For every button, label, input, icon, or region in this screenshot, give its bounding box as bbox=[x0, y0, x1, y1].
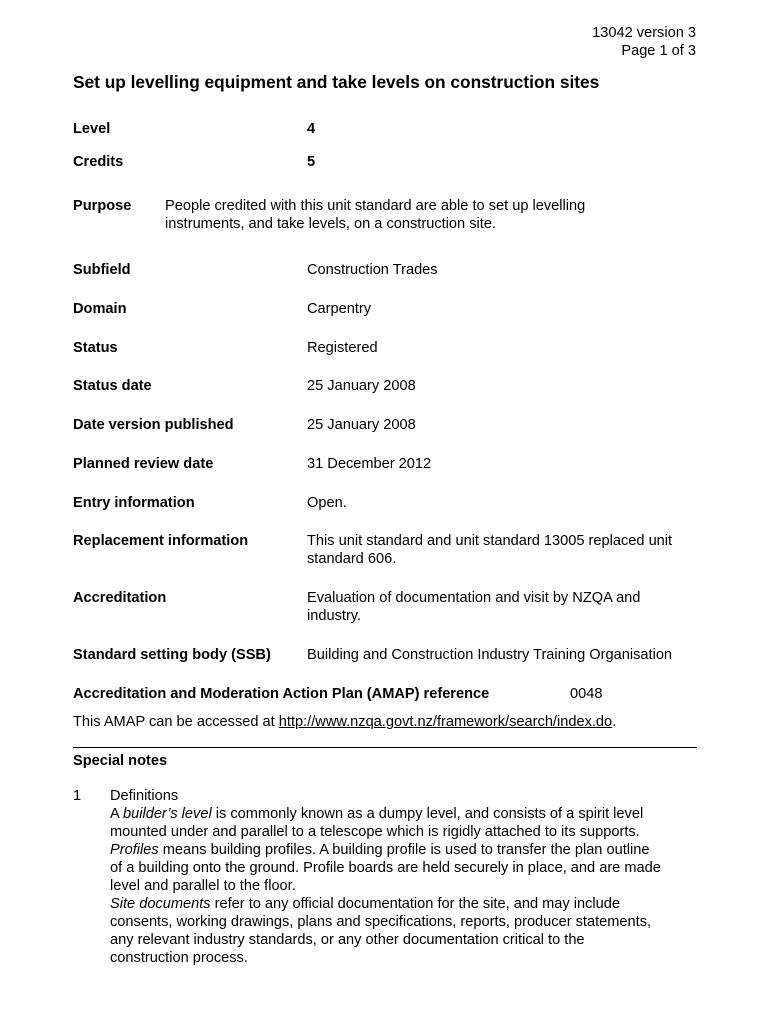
section-divider bbox=[73, 747, 697, 748]
replacement-information-value-line-2: standard 606. bbox=[307, 551, 397, 567]
definition-line-2: mounted under and parallel to a telescope which is rigidly attached to its supports. bbox=[110, 824, 640, 840]
special-notes-heading: Special notes bbox=[73, 753, 168, 769]
purpose-text-line-2: instruments, and take levels, on a construction site. bbox=[165, 216, 496, 232]
accreditation-value-line-1: Evaluation of documentation and visit by NZQA and bbox=[307, 590, 641, 606]
date-version-published-label: Date version published bbox=[73, 417, 234, 433]
definition-line-6-text: refer to any official documentation for the site, and may include bbox=[210, 896, 620, 912]
ssb-value: Building and Construction Industry Training Organisation bbox=[307, 647, 673, 663]
purpose-label: Purpose bbox=[73, 198, 132, 214]
replacement-information-value-line-1: This unit standard and unit standard 13005 replaced unit bbox=[307, 533, 673, 549]
definition-line-1-text: is commonly known as a dumpy level, and consists of a spirit level bbox=[211, 806, 644, 822]
amap-reference-label: Accreditation and Moderation Action Plan (AMAP) reference bbox=[73, 686, 490, 702]
note-number: 1 bbox=[73, 788, 82, 804]
definitions-heading: Definitions bbox=[110, 788, 179, 804]
status-date-value: 25 January 2008 bbox=[307, 378, 416, 394]
definition-line-9: construction process. bbox=[110, 950, 248, 966]
planned-review-date-value: 31 December 2012 bbox=[307, 456, 432, 472]
definition-line-3-text: means building profiles. A building profile is used to transfer the plan outline bbox=[158, 842, 650, 858]
definition-line-4: of a building onto the ground. Profile boards are held securely in place, and are made bbox=[110, 860, 661, 876]
credits-value: 5 bbox=[307, 154, 316, 170]
domain-label: Domain bbox=[73, 301, 127, 317]
ssb-label: Standard setting body (SSB) bbox=[73, 647, 271, 663]
definition-line-8: any relevant industry standards, or any other documentation critical to the bbox=[110, 932, 585, 948]
domain-value: Carpentry bbox=[307, 301, 372, 317]
accreditation-value-line-2: industry. bbox=[307, 608, 362, 624]
definition-line-7: consents, working drawings, plans and specifications, reports, producer statements, bbox=[110, 914, 652, 930]
credits-label: Credits bbox=[73, 154, 124, 170]
term-profiles: Profiles bbox=[110, 842, 159, 858]
level-value: 4 bbox=[307, 121, 316, 137]
replacement-information-label: Replacement information bbox=[73, 533, 249, 549]
purpose-text-line-1: People credited with this unit standard are able to set up levelling bbox=[165, 198, 586, 214]
entry-information-label: Entry information bbox=[73, 495, 195, 511]
page-title: Set up levelling equipment and take levels on construction sites bbox=[73, 72, 600, 92]
amap-reference-number: 0048 bbox=[570, 686, 603, 702]
definitions-block bbox=[110, 787, 710, 967]
term-site-documents: Site documents bbox=[110, 896, 211, 912]
amap-access-sentence bbox=[73, 713, 616, 731]
term-builders-level: builder’s level bbox=[122, 806, 212, 822]
definition-line-6 bbox=[110, 895, 710, 913]
amap-framework-link[interactable]: http://www.nzqa.govt.nz/framework/search/index.do bbox=[278, 714, 613, 730]
definition-line-1-prefix: A bbox=[110, 806, 123, 822]
subfield-value: Construction Trades bbox=[307, 262, 438, 278]
accreditation-label: Accreditation bbox=[73, 590, 167, 606]
status-value: Registered bbox=[307, 340, 378, 356]
amap-access-suffix: . bbox=[612, 714, 617, 730]
status-date-label: Status date bbox=[73, 378, 152, 394]
definition-line-3 bbox=[110, 841, 710, 859]
level-label: Level bbox=[73, 121, 111, 137]
document-reference: 13042 version 3 bbox=[592, 25, 696, 41]
planned-review-date-label: Planned review date bbox=[73, 456, 214, 472]
entry-information-value: Open. bbox=[307, 495, 347, 511]
subfield-label: Subfield bbox=[73, 262, 131, 278]
status-label: Status bbox=[73, 340, 118, 356]
definition-line-1 bbox=[110, 805, 710, 823]
date-version-published-value: 25 January 2008 bbox=[307, 417, 416, 433]
page-number: Page 1 of 3 bbox=[621, 43, 696, 59]
amap-access-prefix: This AMAP can be accessed at bbox=[73, 714, 279, 730]
definition-line-5: level and parallel to the floor. bbox=[110, 878, 296, 894]
